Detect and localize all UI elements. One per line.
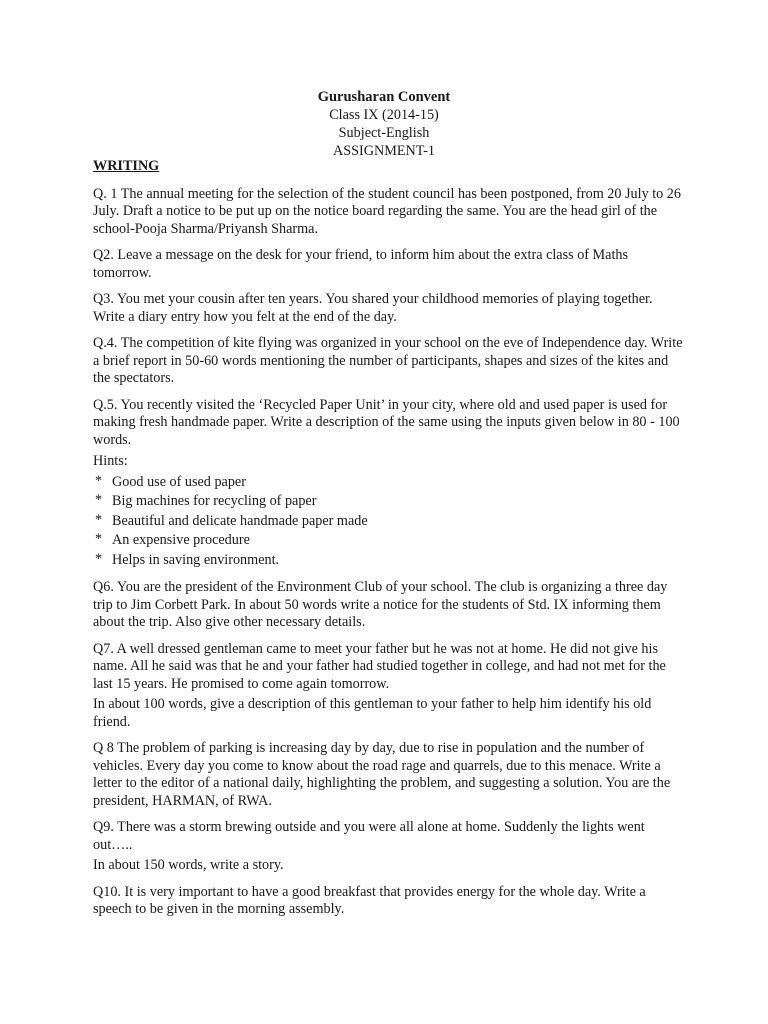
hint-item: [93, 512, 683, 532]
subject-line: Subject-English: [338, 125, 430, 141]
hint-item: [93, 492, 683, 512]
bullet-icon: *: [95, 550, 103, 567]
question-10: Q10. It is very important to have a good breakfast that provides energy for the whole day. Write a speech to be given in the morning assembly.: [93, 883, 646, 917]
bullet-icon: *: [95, 472, 103, 489]
hint-text: An expensive procedure: [112, 532, 250, 548]
question-3: Q3. You met your cousin after ten years. You shared your childhood memories of playing together. Write a diary entry how you felt at the end of the day.: [93, 291, 653, 325]
question-7-text: Q7. A well dressed gentleman came to meet your father but he was not at home. He did not give his name. All he said was that he and your father had studied together in college, and had not met for the last 15 years. He promised to come again tomorrow.: [93, 640, 666, 692]
bullet-icon: *: [95, 531, 103, 547]
section-title: WRITING: [93, 158, 160, 174]
hints-label: Hints:: [93, 453, 128, 469]
question-7: [93, 641, 683, 732]
question-9: [93, 819, 683, 875]
hint-text: Helps in saving environment.: [112, 551, 280, 568]
question-6: Q6. You are the president of the Environment Club of your school. The club is organizing a three day trip to Jim Corbett Park. In about 50 words write a notice for the students of Std. IX informing them about the trip. Also give other necessary details.: [93, 579, 668, 630]
question-8: Q 8 The problem of parking is increasing day by day, due to rise in population and the number of vehicles. Every day you come to know about the road rage and quarrels, due to this menace. Write a letter to the editor of a national daily, highlighting the problem, and suggesting a solution. You are the president, HARMAN, of RWA.: [93, 740, 671, 809]
hint-text: Good use of used paper: [112, 473, 246, 490]
class-line: Class IX (2014-15): [329, 107, 439, 123]
question-9-text: Q9. There was a storm brewing outside and you were all alone at home. Suddenly the lights went out…..: [93, 819, 645, 853]
bullet-icon: *: [95, 492, 103, 508]
bullet-icon: *: [95, 511, 103, 528]
hint-item: [93, 531, 683, 551]
question-4: Q.4. The competition of kite flying was organized in your school on the eve of Independence day. Write a brief report in 50-60 words mentioning the number of participants, shapes and sizes of the kites and the spectators.: [93, 335, 683, 386]
hints-list: [93, 473, 683, 571]
hint-item: [93, 473, 683, 493]
hint-text: Beautiful and delicate handmade paper made: [112, 512, 368, 529]
document-body: [93, 158, 683, 928]
question-9-instruction: In about 150 words, write a story.: [93, 857, 284, 873]
question-5: Q.5. You recently visited the ‘Recycled Paper Unit’ in your city, where old and used paper is used for making fresh handmade paper. Write a description of the same using the inputs given below in 80 - 100 words.: [93, 396, 680, 448]
school-name: Gurusharan Convent: [317, 89, 451, 105]
question-2: Q2. Leave a message on the desk for your friend, to inform him about the extra class of Maths tomorrow.: [93, 247, 629, 281]
hint-item: [93, 551, 683, 571]
question-1: Q. 1 The annual meeting for the selection of the student council has been postponed, from 20 July to 26 July. Draft a notice to be put up on the notice board regarding the same. You are the head girl of the school-Pooja Sharma/Priyansh Sharma.: [93, 185, 681, 237]
question-7-instruction: In about 100 words, give a description of this gentleman to your father to help him identify his old friend.: [93, 696, 652, 730]
assignment-line: ASSIGNMENT-1: [333, 143, 435, 159]
hint-text: Big machines for recycling of paper: [112, 493, 317, 509]
document-header: [0, 88, 768, 160]
